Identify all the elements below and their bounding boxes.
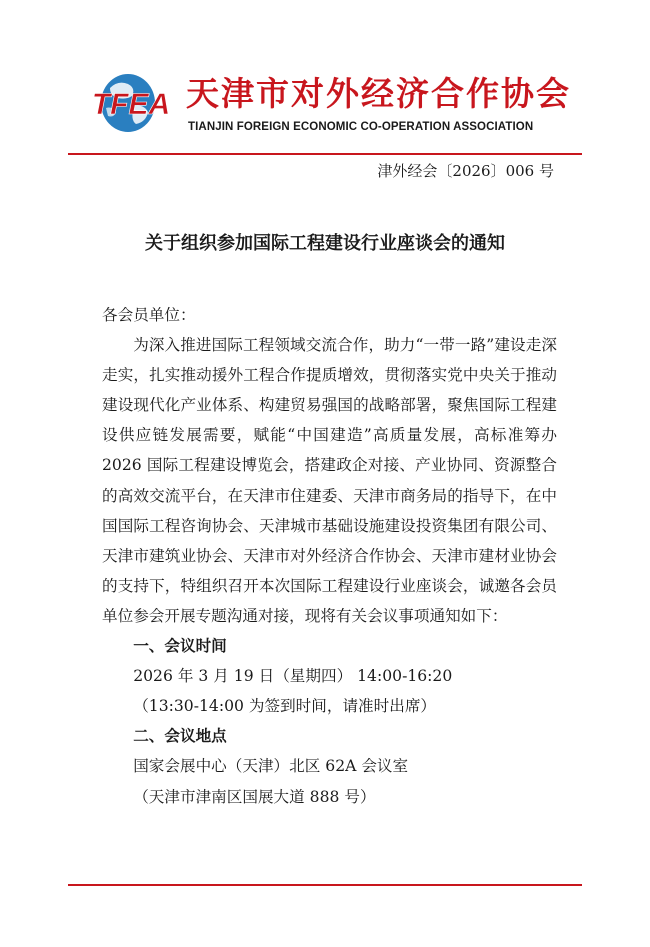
org-name-en: TIANJIN FOREIGN ECONOMIC CO-OPERATION ASSOCIATION — [188, 121, 534, 133]
checkin-note: （13:30-14:00 为签到时间，请准时出席） — [133, 697, 437, 716]
meeting-venue: 国家会展中心（天津）北区 62A 会议室 — [133, 757, 409, 776]
salutation: 各会员单位： — [102, 306, 196, 324]
org-name-cn: 天津市对外经济合作协会 — [186, 74, 571, 113]
document-body — [102, 300, 557, 812]
tfea-logo — [88, 70, 174, 136]
meeting-date: 2026 年 3 月 19 日（星期四） 14:00-16:20 — [133, 667, 453, 686]
document-number: 津外经会〔2026〕006 号 — [377, 162, 554, 180]
intro-paragraph: 为深入推进国际工程领域交流合作，助力“一带一路”建设走深走实，扎实推动援外工程合作提质增效，贯彻落实党中央关于推动建设现代化产业体系、构建贸易强国的战略部署，聚焦国际工程建设供应链发展需要，赋能“中国建造”高质量发展，高标准筹办 2026 国际工程建设博览会，搭建政企对接、产业协同、资源整合的高效交流平台，在天津市住建委、天津市商务局的指导下，在中国国际工程咨询协会、天津城市基础设施建设投资集团有限公司、天津市建筑业协会、天津市对外经济合作协会、天津市建材业协会的支持下，特组织召开本次国际工程建设行业座谈会，诚邀各会员单位参会开展专题沟通对接，现将有关会议事项通知如下： — [102, 336, 557, 625]
section-heading-venue: 二、会议地点 — [133, 726, 227, 746]
logo-text: TFEA — [91, 88, 171, 121]
section-heading-time: 一、会议时间 — [133, 636, 227, 656]
footer-divider — [68, 884, 582, 886]
venue-address: （天津市津南区国展大道 888 号） — [133, 787, 376, 806]
header-divider — [68, 153, 582, 155]
document-title: 关于组织参加国际工程建设行业座谈会的通知 — [145, 233, 505, 254]
